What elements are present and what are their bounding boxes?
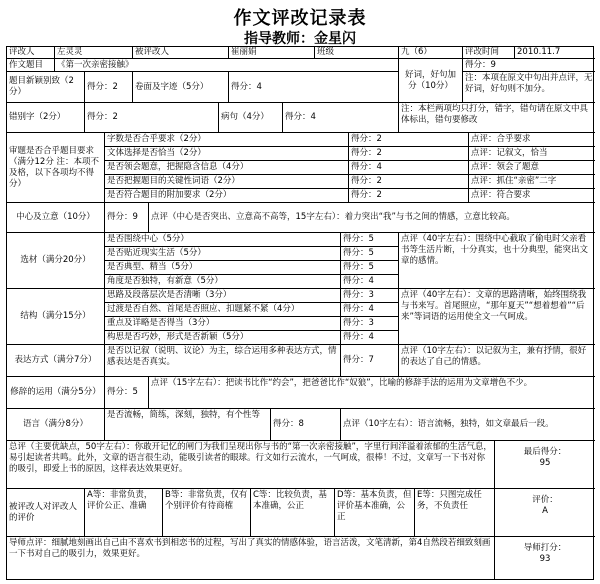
sick-sentence-score: 得分：4 <box>283 103 399 133</box>
teacher-score-value: 93 <box>539 554 551 564</box>
material-item: 是否贴近现实生活（5分） <box>105 247 341 261</box>
evaluated-value: 崔丽娟 <box>229 47 315 59</box>
structure-score: 得分：3 <box>341 289 399 303</box>
peer-label: 被评改人对评改人的评价 <box>7 489 85 537</box>
structure-item: 构思是否巧妙，形式是否新颖（5分） <box>105 331 341 345</box>
teacher-line: 指导教师：金星闪 <box>244 31 356 47</box>
peer-grade-cell <box>495 489 595 537</box>
good-words-label: 好词，好句加分（10分） <box>399 59 463 103</box>
language-items: 是否流畅，简练，深刻，独特，有个性等 <box>105 409 271 441</box>
material-score: 得分：4 <box>341 275 399 289</box>
final-score-value: 95 <box>539 458 551 468</box>
review-score: 得分：2 <box>349 133 469 147</box>
time-value: 2010.11.7 <box>515 47 595 59</box>
review-comment: 点评：抓住“亲密”二字 <box>469 175 595 189</box>
theme-label: 中心及立意（10分） <box>7 203 105 233</box>
peer-grade-a: A等：非常负责，评价公正、准确 <box>85 489 163 537</box>
expression-items: 是否以记叙（说明、议论）为主，综合运用多种表达方式，情感表达是否真实。 <box>105 345 341 377</box>
evaluation-form <box>6 46 594 580</box>
peer-grade-value: A <box>542 506 548 516</box>
good-words-note: 注：本项在原文中句出并点评，无好词，好句则不加分。 <box>463 72 595 103</box>
review-score: 得分：2 <box>349 147 469 161</box>
rhetoric-label: 修辞的运用（满分5分） <box>7 377 105 409</box>
evaluated-label: 被评改人 <box>133 47 229 59</box>
neatness-score: 得分：4 <box>229 72 399 103</box>
review-item: 是否领会题意，把握隐含信息（4分） <box>105 161 349 175</box>
final-score-label: 最后得分： <box>523 447 567 457</box>
neatness-label: 卷面及字迹（5分） <box>133 72 229 103</box>
structure-item: 重点及详略是否得当（3分） <box>105 317 341 331</box>
review-score: 得分：2 <box>349 175 469 189</box>
typos-score: 得分：2 <box>85 103 219 133</box>
material-item: 角度是否独特，有新意（5分） <box>105 275 341 289</box>
summary-text: 总评（主要优缺点，50字左右）：你敢开记忆的闸门为我们呈现出你与书的“第一次亲密接触”，字里行间洋溢着浓郁的生活气息，易引起读者共鸣。此外，文章的语言很生动，能吸引读者的眼球。行文如行云流水，一气呵成，很棒！不过，文章写一下书对你的吸引，即爱上书的原因，这样表达效果更好。 <box>7 441 495 489</box>
review-comment: 点评：领会了题意 <box>469 161 595 175</box>
review-comment: 点评：符合要求 <box>469 189 595 203</box>
review-item: 是否把握题目的关键性词语（2分） <box>105 175 349 189</box>
peer-grade-e: E等：只图完成任务，不负责任 <box>415 489 495 537</box>
theme-comment: 点评（中心是否突出、立意高不高等，15字左右）：着力突出“我”与书之间的情感，立意比较高。 <box>149 203 595 233</box>
language-score: 得分：8 <box>271 409 341 441</box>
review-item: 文体选择是否恰当（2分） <box>105 147 349 161</box>
typos-note: 注：本栏两项均只打分，错字，错句请在原文中具体标出，错句要修改 <box>399 103 595 133</box>
peer-grade-c: C等：比较负责，基本准确，公正 <box>251 489 335 537</box>
expression-score: 得分：7 <box>341 345 399 377</box>
review-comment: 点评：合乎要求 <box>469 133 595 147</box>
material-item: 是否围绕中心（5分） <box>105 233 341 247</box>
class-value: 九（6） <box>399 47 463 59</box>
peer-grade-d: D等：基本负责，但评价基本准确，公正 <box>335 489 415 537</box>
teacher-score-cell <box>495 537 595 579</box>
review-score: 得分：2 <box>349 189 469 203</box>
material-comment: 点评（40字左右）：围绕中心截取了偷电时父亲看书等生活片断，十分真实，也十分典型，能突出文章的感情。 <box>399 233 595 289</box>
review-score: 得分：4 <box>349 161 469 175</box>
essay-title-label: 作文题目 <box>7 59 55 72</box>
sick-sentence-label: 病句（4分） <box>219 103 283 133</box>
novel-label: 题目新颖别致（2分） <box>7 72 85 103</box>
structure-item: 思路及段落层次是否清晰（3分） <box>105 289 341 303</box>
material-score: 得分：5 <box>341 247 399 261</box>
class-label: 班级 <box>315 47 399 59</box>
evaluator-value: 左灵灵 <box>55 47 133 59</box>
typos-label: 错别字（2分） <box>7 103 85 133</box>
good-words-score: 得分：9 <box>463 59 595 72</box>
peer-grade-b: B等：非常负责，仅有个别评价有待商榷 <box>163 489 251 537</box>
review-item: 字数是否合乎要求（2分） <box>105 133 349 147</box>
structure-label: 结构（满分15分） <box>7 289 105 345</box>
teacher-score-label: 导师打分： <box>523 543 567 553</box>
rhetoric-comment: 点评（15字左右）：把读书比作“约会”，把爸爸比作“奴狼”，比喻的修辞手法的运用为文章增色不少。 <box>149 377 595 409</box>
review-item: 是否符合题目的附加要求（2分） <box>105 189 349 203</box>
structure-comment: 点评（40字左右）：文章的思路清晰，始终围绕我与书来写。首尾照应，“那年夏天”“想着想着”“后来”等词语的运用使全文一气呵成。 <box>399 289 595 345</box>
page-title: 作文评改记录表 <box>233 8 367 29</box>
structure-score: 得分：4 <box>341 303 399 317</box>
evaluator-label: 评改人 <box>7 47 55 59</box>
time-label: 评改时间 <box>463 47 515 59</box>
teacher-comment-text: 导师点评：细腻地刻画出自己由不喜欢书到相恋书的过程，写出了真实的情感体验，语言活泼，文笔清新，第4自然段若细致刻画一下书对自己的吸引力，效果更好。 <box>7 537 495 579</box>
review-label: 审题是否合乎题目要求（满分12分 注：本项不及格，以下各项均不得分） <box>7 133 105 203</box>
structure-score: 得分：3 <box>341 317 399 331</box>
structure-item: 过渡是否自然、首尾是否照应、扣题紧不紧（4分） <box>105 303 341 317</box>
material-score: 得分：5 <box>341 261 399 275</box>
material-label: 选材（满分20分） <box>7 233 105 289</box>
theme-score: 得分：9 <box>105 203 149 233</box>
review-comment: 点评：记叙文，恰当 <box>469 147 595 161</box>
novel-score: 得分：2 <box>85 72 133 103</box>
language-label: 语言（满分8分） <box>7 409 105 441</box>
peer-grade-label: 评价： <box>532 495 558 505</box>
expression-comment: 点评（10字左右）：以记叙为主，兼有抒情，很好的表达了自己的情感。 <box>399 345 595 377</box>
essay-title-value: 《第一次亲密接触》 <box>55 59 399 72</box>
structure-score: 得分：4 <box>341 331 399 345</box>
material-score: 得分：5 <box>341 233 399 247</box>
final-score-cell <box>495 441 595 489</box>
rhetoric-score: 得分：5 <box>105 377 149 409</box>
expression-label: 表达方式（满分7分） <box>7 345 105 377</box>
language-comment: 点评（10字左右）：语言流畅，独特，如文章最后一段。 <box>341 409 595 441</box>
material-item: 是否典型、精当（5分） <box>105 261 341 275</box>
